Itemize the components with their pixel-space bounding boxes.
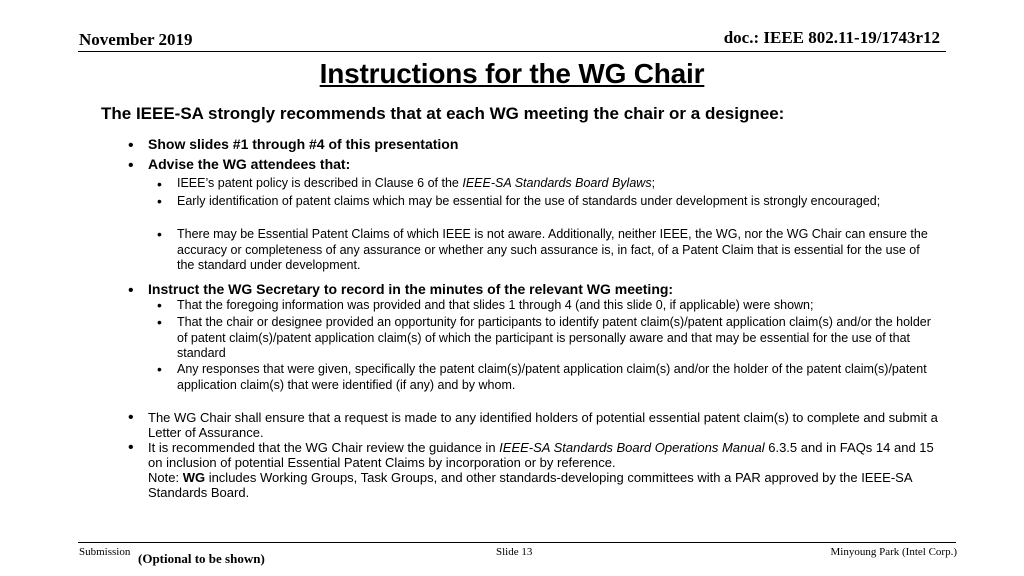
lead-text: The IEEE-SA strongly recommends that at each WG meeting the chair or a designee: — [101, 104, 785, 123]
bullet-icon: • — [157, 193, 162, 209]
bullet-operations-manual: It is recommended that the WG Chair review the guidance in IEEE-SA Standards Board Operations Manual 6.3.5 and in FAQs 14 and 15 on inclusion of potential Essential Patent Claims by incorporation or by reference. — [148, 440, 934, 470]
sub-bullet-foregoing-info: That the foregoing information was provided and that slides 1 through 4 (and this slide 0, if applicable) were shown; — [177, 298, 814, 312]
bullet-icon: • — [157, 297, 162, 313]
bullet-show-slides: Show slides #1 through #4 of this presentation — [148, 136, 459, 152]
bullet-icon: • — [157, 314, 162, 330]
sub-bullet-early-identification: Early identification of patent claims which may be essential for the use of standards under development is strongly encouraged; — [177, 194, 881, 208]
bullet-icon: • — [128, 157, 134, 174]
bullet-icon: • — [157, 226, 162, 242]
sub-bullet-essential-claims: There may be Essential Patent Claims of which IEEE is not aware. Additionally, neither IEEE, the WG, nor the WG Chair can ensure the accuracy or completeness of any assurance or whether any such assurance is, in fact, of a Patent Claim that is essential for the use of the standard under development. — [177, 227, 928, 272]
header-doc-number: doc.: IEEE 802.11-19/1743r12 — [723, 28, 940, 47]
header-divider — [78, 51, 946, 52]
bullet-icon: • — [157, 361, 162, 377]
footer-submission: Submission — [79, 546, 131, 558]
bullet-icon: • — [128, 282, 134, 299]
bullet-icon: • — [157, 176, 162, 192]
bullet-icon: • — [128, 439, 134, 456]
footer-divider — [78, 542, 956, 543]
bullet-icon: • — [128, 409, 134, 426]
sub-bullet-opportunity: That the chair or designee provided an opportunity for participants to identify patent claim(s)/patent application claim(s) and/or the holder of patent claim(s)/patent application claim(s) of which the participant is personally aware and that may be essential for the use of that standard — [177, 315, 931, 360]
bullet-icon: • — [128, 137, 134, 154]
footer-author: Minyoung Park (Intel Corp.) — [830, 546, 957, 558]
sub-bullet-responses: Any responses that were given, specifically the patent claim(s)/patent application claim(s) and/or the holder of the patent claim(s)/patent application claim(s) that were identified (if any) and by whom. — [177, 362, 927, 392]
header-date: November 2019 — [79, 30, 193, 49]
bullet-instruct-secretary: Instruct the WG Secretary to record in the minutes of the relevant WG meeting: — [148, 281, 674, 297]
bullet-advise: Advise the WG attendees that: — [148, 156, 351, 172]
note-text: Note: WG includes Working Groups, Task Groups, and other standards-developing committees with a PAR approved by the IEEE-SA Standards Board. — [148, 470, 912, 500]
footer-slide-number: Slide 13 — [496, 546, 533, 558]
bullet-letter-of-assurance: The WG Chair shall ensure that a request is made to any identified holders of potential essential patent claim(s) to complete and submit a Letter of Assurance. — [148, 410, 938, 440]
footer-optional-note: (Optional to be shown) — [138, 551, 265, 566]
slide-title: Instructions for the WG Chair — [319, 58, 705, 89]
sub-bullet-patent-policy: IEEE’s patent policy is described in Clause 6 of the IEEE-SA Standards Board Bylaws; — [177, 176, 656, 190]
